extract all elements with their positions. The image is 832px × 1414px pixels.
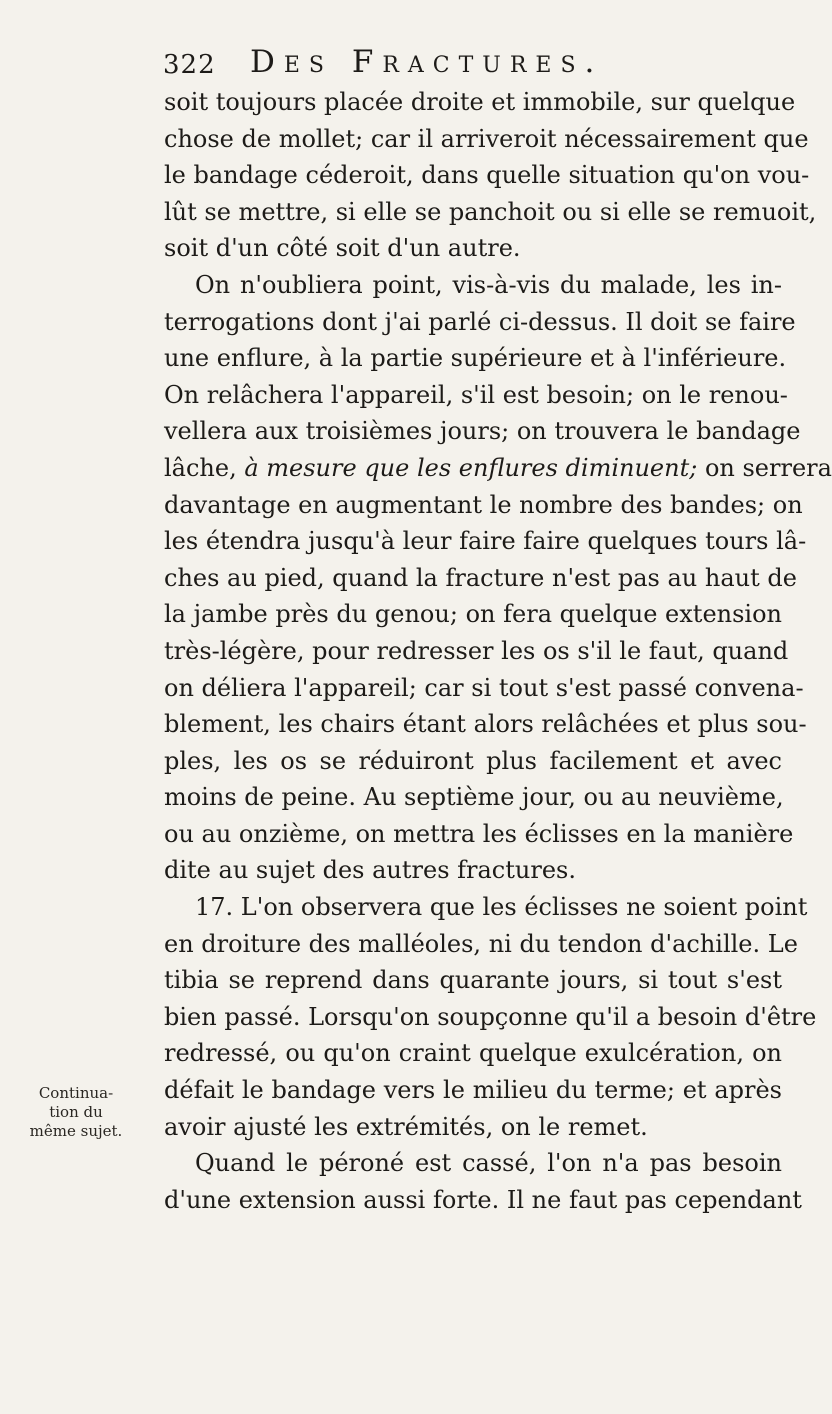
text-line: une enflure, à la partie supérieure et à l'inférieure. [164,344,787,373]
text-line: soit toujours placée droite et immobile, sur quelque [164,88,796,116]
text-line: blement, les chairs étant alors relâchées et plus sou- [164,710,807,739]
text-line: redressé, ou qu'on craint quelque exulcération, on [164,1039,782,1068]
text-segment: lâche, [164,453,245,482]
text-line: 17. L'on observera que les éclisses ne soient point [195,893,808,922]
margin-note-line: tion du [49,1103,103,1121]
text-line: vellera aux troisièmes jours; on trouvera le bandage [164,417,801,446]
text-line: avoir ajusté les extrémités, on le remet. [164,1112,648,1141]
text-line: tibia se reprend dans quarante jours, si tout s'est [164,966,782,995]
margin-note-line: Continua- [38,1084,114,1102]
italic-phrase: à mesure que les enflures diminuent; [244,453,698,482]
text-line: en droiture des malléoles, ni du tendon d'achille. Le [164,929,798,958]
text-line: bien passé. Lorsqu'on soupçonne qu'il a besoin d'être [164,1002,817,1031]
text-line: on déliera l'appareil; car si tout s'est passé convena- [164,673,804,702]
text-line: soit d'un côté soit d'un autre. [164,234,521,263]
text-line: terrogations dont j'ai parlé ci-dessus. Il doit se faire [164,307,796,336]
text-line: davantage en augmentant le nombre des bandes; on [164,490,803,519]
text-line: défait le bandage vers le milieu du terme; et après [164,1076,782,1105]
text-line: ches au pied, quand la fracture n'est pas au haut de [164,563,797,592]
text-line: d'une extension aussi forte. Il ne faut pas cependant [164,1185,802,1214]
text-line: moins de peine. Au septième jour, ou au neuvième, [164,783,784,812]
text-line: ples, les os se réduiront plus facilement et avec [164,746,782,775]
text-line: On relâchera l'appareil, s'il est besoin; on le renou- [164,380,788,409]
text-line: chose de mollet; car il arriveroit nécessairement que [164,124,809,153]
text-line: On n'oubliera point, vis-à-vis du malade, les in- [195,270,782,299]
text-line: très-légère, pour redresser les os s'il le faut, quand [164,636,789,665]
text-segment: on serrera [697,453,832,482]
page-number: 322 [163,50,216,80]
text-line: ou au onzième, on mettra les éclisses en la manière [164,819,794,848]
margin-note-line: même sujet. [29,1122,123,1140]
text-line: les étendra jusqu'à leur faire faire quelques tours lâ- [164,527,807,556]
text-line: dite au sujet des autres fractures. [164,856,576,885]
text-line: lût se mettre, si elle se panchoit ou si elle se remuoit, [164,197,817,226]
running-title: Des Fractures. [250,44,604,80]
margin-note [6,1084,146,1141]
body-text [164,84,832,1218]
text-line [164,450,832,487]
text-line: le bandage céderoit, dans quelle situation qu'on vou- [164,161,810,190]
text-line: Quand le péroné est cassé, l'on n'a pas besoin [195,1149,782,1178]
text-line: la jambe près du genou; on fera quelque extension [164,600,782,629]
